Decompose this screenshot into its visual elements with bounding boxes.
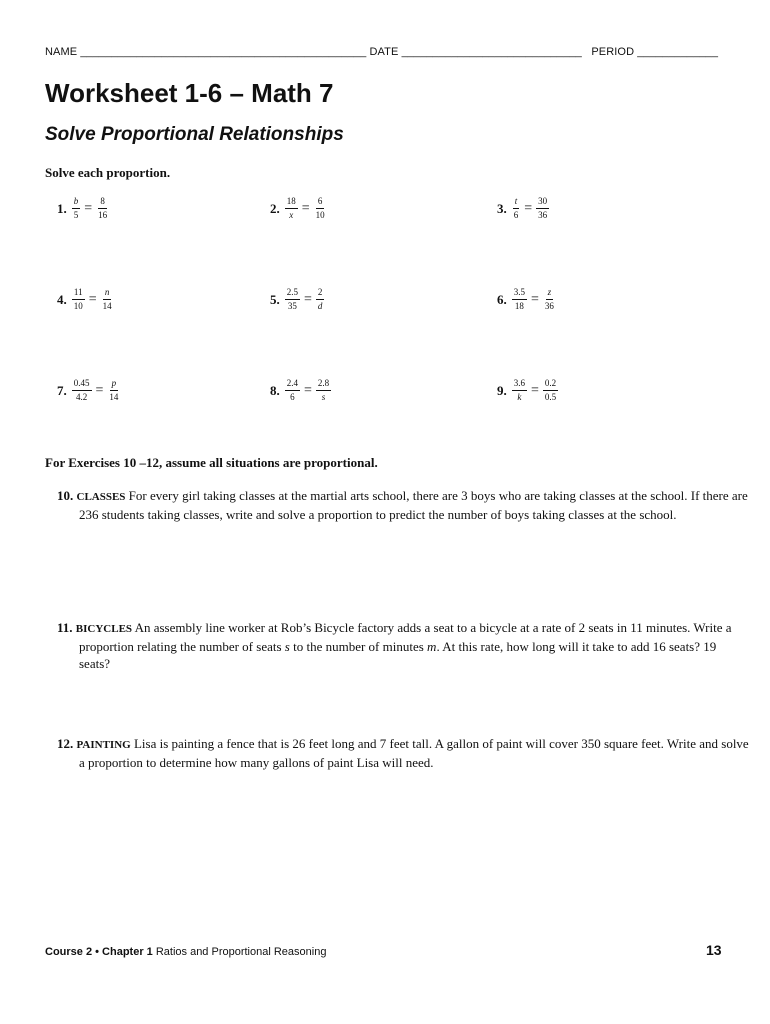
equals-sign: = — [531, 291, 539, 307]
problem-9 — [497, 378, 559, 403]
fraction-numerator: b — [72, 196, 81, 209]
fraction-numerator: 0.45 — [72, 378, 92, 391]
fraction-numerator: 30 — [536, 196, 549, 209]
problem-number: 8. — [270, 382, 280, 398]
problem-7 — [57, 378, 121, 403]
fraction-denominator: 6 — [290, 392, 295, 402]
exercise-number: 11. — [57, 620, 73, 635]
problem-8 — [270, 378, 332, 403]
equals-sign: = — [531, 382, 539, 398]
fraction-numerator: 2.4 — [285, 378, 300, 391]
instruction-text: Solve each proportion. — [45, 165, 171, 180]
fraction-numerator: z — [546, 287, 554, 300]
problem-number: 2. — [270, 200, 280, 216]
problem-3 — [497, 196, 550, 221]
problem-number: 5. — [270, 291, 280, 307]
problem-5 — [270, 287, 325, 312]
fraction-denominator: 10 — [315, 210, 325, 220]
fraction-denominator: 36 — [544, 301, 554, 311]
problem-4 — [57, 287, 115, 312]
fraction-denominator: s — [321, 392, 326, 402]
problem-2 — [270, 196, 328, 221]
fraction-denominator: 36 — [538, 210, 548, 220]
fraction-numerator: 0.2 — [543, 378, 558, 391]
fraction-numerator: 6 — [316, 196, 325, 209]
fraction-denominator: 10 — [73, 301, 83, 311]
variable-m: m — [427, 639, 437, 654]
footer-course-chapter — [45, 946, 326, 958]
problem-1 — [57, 196, 110, 221]
fraction-numerator: 2.5 — [285, 287, 300, 300]
fraction-denominator: d — [317, 301, 323, 311]
section-heading-exercises: For Exercises 10 –12, assume all situations are proportional. — [45, 455, 378, 470]
equals-sign: = — [304, 291, 312, 307]
problem-6 — [497, 287, 557, 312]
fraction-numerator: 2.8 — [316, 378, 331, 391]
exercise-number: 12. — [57, 736, 74, 751]
footer-chapter-title: Ratios and Proportional Reasoning — [152, 946, 327, 958]
exercise-tag: CLASSES — [76, 491, 126, 503]
fraction-numerator: 3.6 — [512, 378, 527, 391]
problem-number: 6. — [497, 291, 507, 307]
fraction-numerator: n — [103, 287, 112, 300]
equals-sign: = — [304, 382, 312, 398]
problem-number: 1. — [57, 200, 67, 216]
equals-sign: = — [88, 291, 97, 307]
fraction-numerator: 8 — [98, 196, 107, 209]
problem-number: 7. — [57, 382, 67, 398]
fraction-numerator: p — [110, 378, 119, 391]
equals-sign: = — [524, 200, 533, 216]
exercise-tag: BICYCLES — [75, 623, 133, 635]
fraction-numerator: 2 — [316, 287, 325, 300]
fraction-denominator: 4.2 — [76, 392, 88, 402]
fraction-numerator: t — [513, 196, 520, 209]
fraction-denominator: x — [289, 210, 294, 220]
exercise-text: Lisa is painting a fence that is 26 feet long and 7 feet tall. A gallon of paint will cover 350 square feet. Write and solve a proportion to determine how many gallons of paint Lisa will need. — [79, 736, 749, 770]
page-number: 13 — [706, 942, 722, 958]
exercise-text: For every girl taking classes at the martial arts school, there are 3 boys who are taking classes at the school. If there are 236 students taking classes, write and solve a proportion to predict the number of boys taking classes at the school. — [79, 488, 748, 522]
fraction-denominator: 14 — [102, 301, 112, 311]
fraction-denominator: 5 — [73, 210, 79, 220]
exercise-12 — [57, 735, 749, 771]
fraction-numerator: 11 — [72, 287, 85, 300]
equals-sign: = — [95, 382, 104, 398]
fraction-denominator: 14 — [109, 392, 119, 402]
exercise-text-part: . At this rate, how long will it take to add 16 seats? 19 seats? — [79, 639, 717, 671]
worksheet-title: Worksheet 1-6 – Math 7 — [45, 78, 334, 108]
fraction-denominator: 18 — [514, 301, 524, 311]
exercise-tag: PAINTING — [76, 739, 131, 751]
name-date-period-line: NAME ______________________________________________ DATE _____________________________ PERIOD _____________ — [45, 46, 719, 58]
exercise-10 — [57, 487, 749, 523]
variable-s: s — [284, 639, 290, 654]
equals-sign: = — [301, 200, 310, 216]
fraction-numerator: 18 — [285, 196, 298, 209]
worksheet-subtitle: Solve Proportional Relationships — [45, 124, 344, 145]
exercise-11 — [57, 619, 749, 672]
equals-sign: = — [84, 200, 93, 216]
exercise-text-part: to the number of minutes — [289, 639, 428, 654]
problem-number: 9. — [497, 382, 507, 398]
fraction-denominator: 35 — [287, 301, 297, 311]
fraction-denominator: 0.5 — [544, 392, 557, 402]
fraction-denominator: k — [517, 392, 522, 402]
exercise-text-part: An assembly line worker at Rob’s Bicycle factory adds a seat to a bicycle at a rate of 2 seats in 11 minutes. Write a proportion relating the number of seats — [79, 620, 732, 654]
fraction-denominator: 6 — [513, 210, 519, 220]
exercise-number: 10. — [57, 488, 74, 503]
footer-course: Course 2 • Chapter 1 — [45, 946, 153, 958]
fraction-denominator: 16 — [98, 210, 108, 220]
fraction-numerator: 3.5 — [512, 287, 527, 300]
problem-number: 4. — [57, 291, 67, 307]
problem-number: 3. — [497, 200, 507, 216]
